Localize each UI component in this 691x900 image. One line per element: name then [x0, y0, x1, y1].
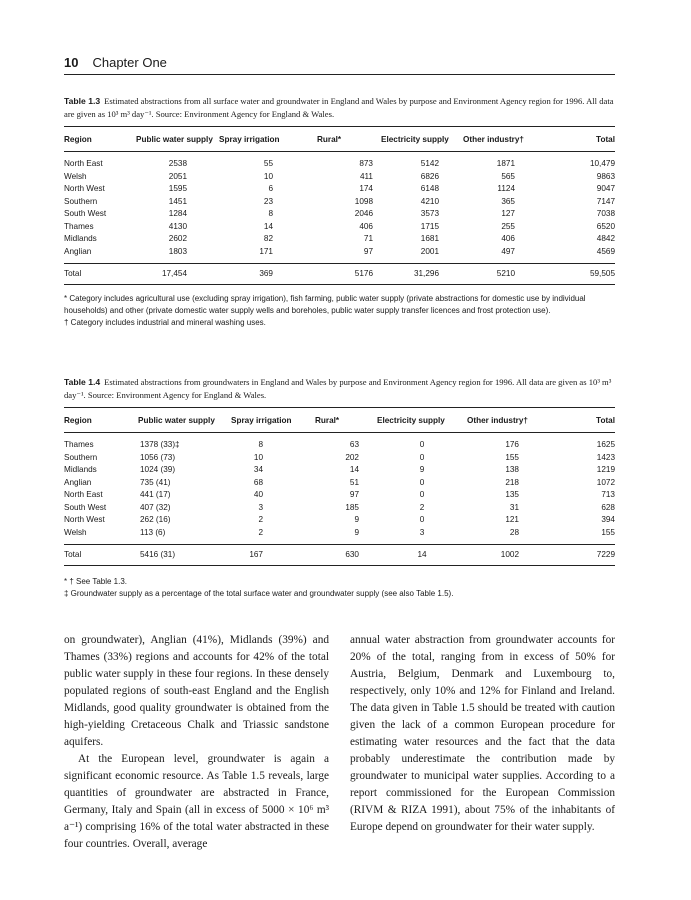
table-cell: 1378 (33)‡	[140, 440, 180, 449]
table-cell: 6520	[596, 221, 615, 231]
total-cell: 5176	[317, 264, 381, 285]
table-cell: 735 (41)	[140, 477, 171, 487]
table-cell: 138	[505, 465, 519, 474]
table-cell: Welsh	[64, 171, 87, 181]
table-cell: 2	[258, 527, 263, 537]
column-header: Other industry†	[467, 408, 555, 433]
body-column-right	[350, 632, 615, 836]
table-cell: 497	[501, 246, 515, 256]
table-row	[64, 477, 615, 490]
table-cell: 82	[263, 234, 273, 243]
table-cell: North East	[64, 159, 103, 168]
table-row	[64, 527, 615, 545]
table-cell: 185	[345, 502, 359, 512]
total-cell: 17,454	[136, 264, 219, 285]
table-cell: 1423	[596, 452, 615, 462]
table-row	[64, 464, 615, 477]
table-row	[64, 246, 615, 264]
table-cell: 2	[419, 502, 425, 512]
total-cell: Total	[64, 264, 136, 285]
table-cell: 411	[359, 171, 373, 181]
table-cell: South West	[64, 209, 107, 218]
table-1-3-caption	[64, 95, 615, 121]
table-cell: 202	[345, 452, 359, 462]
table-cell: 9	[419, 465, 425, 474]
table-cell: 255	[501, 221, 515, 231]
table-1-3	[64, 126, 615, 285]
table-cell: 9	[354, 527, 359, 537]
table-row	[64, 489, 615, 502]
table-cell: 10,479	[589, 159, 615, 168]
total-cell: 59,505	[543, 264, 615, 285]
table-cell: Thames	[64, 221, 94, 231]
table-1-3-caption-text: Estimated abstractions from all surface water and groundwater in England and Wales by purpose and Environment Agency region for 1996. All data are given as 10³ m³ day⁻¹. Source: Environment Agency for England & Wales.	[64, 96, 614, 119]
column-header: Rural*	[315, 408, 377, 433]
column-header: Rural*	[317, 127, 381, 152]
table-cell: 4210	[420, 196, 439, 206]
table-cell: 10	[263, 171, 273, 181]
column-header: Spray irrigation	[219, 127, 317, 152]
table-cell: Southern	[64, 196, 98, 206]
table-row	[64, 196, 615, 209]
table-cell: 394	[601, 515, 615, 524]
table-row	[64, 152, 615, 171]
body-column-left	[64, 632, 329, 853]
table-cell: 9047	[596, 184, 615, 193]
table-cell: 3	[419, 527, 425, 537]
table-cell: 23	[263, 196, 273, 206]
table-row	[64, 171, 615, 184]
table-cell: 1124	[497, 184, 515, 193]
table-cell: 1625	[596, 440, 615, 449]
table-cell: 155	[505, 452, 519, 462]
total-row	[64, 545, 615, 566]
total-cell: 14	[377, 545, 467, 566]
table-cell: 34	[253, 465, 263, 474]
table-1-4-caption	[64, 376, 615, 402]
table-cell: 406	[359, 221, 373, 231]
paragraph: on groundwater), Anglian (41%), Midlands (39%) and Thames (33%) regions and accounts for 42% of the total public water supply in these four regions. In these densely populated regions of south-east England and the English Midlands, good quality groundwater is obtained from the high-yielding Cretaceous Chalk and Triassic sandstone aquifers.	[64, 634, 329, 748]
table-cell: 218	[505, 477, 519, 487]
table-cell: 4130	[168, 221, 187, 231]
table-cell: 1056 (73)	[140, 452, 176, 462]
table-cell: 262 (16)	[140, 515, 171, 524]
table-note: † Category includes industrial and mineral washing uses.	[64, 318, 266, 327]
total-cell: 630	[315, 545, 377, 566]
table-row	[64, 514, 615, 527]
total-cell: 369	[219, 264, 317, 285]
table-cell: 31	[509, 502, 519, 512]
table-note: * Category includes agricultural use (excluding spray irrigation), fish farming, public water supply (private abstractions for domestic use by individual households) and other (private domestic water supply wells and boreholes, public water supply transfer licences and frost protection use).	[64, 294, 586, 315]
table-cell: 1219	[596, 465, 615, 474]
table-note: ‡ Groundwater supply as a percentage of the total surface water and groundwater supply (see also Table 1.5).	[64, 589, 454, 598]
table-cell: Midlands	[64, 465, 97, 474]
table-cell: 1098	[354, 196, 373, 206]
table-cell: 171	[259, 246, 273, 256]
table-cell: 0	[419, 452, 425, 462]
table-cell: 14	[263, 221, 273, 231]
table-cell: 97	[349, 490, 359, 499]
table-cell: Welsh	[64, 527, 87, 537]
table-cell: 68	[253, 477, 263, 487]
table-cell: 10	[253, 452, 263, 462]
column-header: Spray irrigation	[231, 408, 315, 433]
table-cell: 127	[501, 209, 515, 218]
table-cell: 873	[359, 159, 373, 168]
table-cell: 0	[419, 515, 425, 524]
table-cell: 1284	[168, 209, 187, 218]
table-cell: 1681	[420, 234, 439, 243]
table-cell: 4569	[596, 246, 615, 256]
table-cell: 2046	[354, 209, 373, 218]
column-header: Region	[64, 408, 138, 433]
table-cell: 441 (17)	[140, 490, 171, 499]
table-cell: 0	[419, 440, 425, 449]
table-1-4	[64, 407, 615, 566]
table-cell: 1595	[168, 184, 187, 193]
table-cell: Midlands	[64, 234, 97, 243]
table-cell: 7038	[596, 209, 615, 218]
table-cell: North West	[64, 184, 105, 193]
table-row	[64, 183, 615, 196]
total-cell: 167	[231, 545, 315, 566]
table-row	[64, 502, 615, 515]
table-cell: 0	[419, 477, 425, 487]
table-cell: 2	[258, 515, 263, 524]
column-header: Total	[555, 408, 615, 433]
table-cell: 14	[349, 465, 359, 474]
table-cell: 407 (32)	[140, 502, 171, 512]
table-cell: 176	[505, 440, 519, 449]
table-cell: 155	[601, 527, 615, 537]
column-header: Total	[543, 127, 615, 152]
total-cell: 31,296	[381, 264, 463, 285]
table-cell: 6	[268, 184, 273, 193]
table-cell: 51	[349, 477, 359, 487]
table-row	[64, 208, 615, 221]
column-header: Public water supply	[138, 408, 231, 433]
table-cell: South West	[64, 502, 107, 512]
column-header: Other industry†	[463, 127, 543, 152]
table-cell: 2538	[168, 159, 187, 168]
page-number: 10	[64, 55, 79, 70]
table-cell: 3	[258, 502, 263, 512]
table-1-3-label: Table 1.3	[64, 96, 101, 106]
table-cell: North West	[64, 515, 105, 524]
table-cell: 2001	[420, 246, 439, 256]
table-cell: 113 (6)	[140, 527, 166, 537]
chapter-title: Chapter One	[92, 55, 167, 70]
table-cell: 1072	[596, 477, 615, 487]
table-cell: 5142	[420, 159, 439, 168]
table-cell: 2051	[168, 171, 187, 181]
table-cell: 9863	[596, 171, 615, 181]
table-cell: 4842	[596, 234, 615, 243]
total-cell: 5416 (31)	[138, 545, 231, 566]
table-1-4-caption-text: Estimated abstractions from groundwaters in England and Wales by purpose and Environment Agency region for 1996. All data are given as 10³ m³ day⁻¹. Source: Environment Agency for England & Wales.	[64, 377, 612, 400]
running-head	[64, 55, 615, 70]
table-cell: 28	[509, 527, 519, 537]
table-cell: 97	[363, 246, 373, 256]
total-row	[64, 264, 615, 285]
table-cell: 9	[354, 515, 359, 524]
table-cell: 1451	[168, 196, 187, 206]
table-row	[64, 452, 615, 465]
total-cell: 1002	[467, 545, 555, 566]
total-cell: 7229	[555, 545, 615, 566]
table-cell: 2602	[168, 234, 187, 243]
table-cell: 1024 (39)	[140, 465, 176, 474]
table-note: * † See Table 1.3.	[64, 577, 128, 586]
table-cell: North East	[64, 490, 103, 499]
table-cell: 40	[253, 490, 263, 499]
table-cell: 365	[501, 196, 515, 206]
table-cell: 3573	[420, 209, 439, 218]
table-cell: 1871	[496, 159, 515, 168]
table-row	[64, 221, 615, 234]
table-cell: 8	[268, 209, 273, 218]
table-cell: 71	[363, 234, 373, 243]
column-header: Electricity supply	[377, 408, 467, 433]
table-header-row	[64, 127, 615, 152]
column-header: Public water supply	[136, 127, 219, 152]
table-1-4-notes	[64, 576, 615, 600]
table-cell: Anglian	[64, 246, 92, 256]
table-cell: 55	[263, 159, 273, 168]
column-header: Region	[64, 127, 136, 152]
column-header: Electricity supply	[381, 127, 463, 152]
table-cell: 406	[501, 234, 515, 243]
table-cell: 121	[505, 515, 519, 524]
table-row	[64, 433, 615, 452]
table-cell: 6148	[420, 184, 439, 193]
table-cell: 565	[501, 171, 515, 181]
table-header-row	[64, 408, 615, 433]
table-cell: 6826	[420, 171, 439, 181]
table-1-4-label: Table 1.4	[64, 377, 101, 387]
paragraph: annual water abstraction from groundwater accounts for 20% of the total, ranging from in excess of 50% for Austria, Belgium, Denmark and Luxembourg to, respectively, only 10% and 12% for Finland and Ireland. The data given in Table 1.5 should be treated with caution given the lack of a common European procedure for estimating water resources and the fact that the data probably underestimate the contribution made by groundwater to municipal water supplies. According to a report commissioned for the European Commission (RIVM & RIZA 1991), about 75% of the inhabitants of Europe depend on groundwater for their water supply.	[350, 634, 615, 833]
table-cell: 63	[349, 440, 359, 449]
table-cell: 7147	[596, 196, 615, 206]
table-cell: 135	[505, 490, 519, 499]
table-row	[64, 233, 615, 246]
table-cell: 0	[419, 490, 425, 499]
table-cell: 1715	[420, 221, 439, 231]
table-cell: 1803	[168, 246, 187, 256]
paragraph: At the European level, groundwater is again a significant economic resource. As Table 1.5 reveals, large quantities of groundwater are abstracted in France, Germany, Italy and Spain (all in excess of 5000 × 10⁶ m³ a⁻¹) comprising 16% of the total water abstracted in these four countries. Overall, average	[64, 753, 329, 850]
table-cell: Southern	[64, 452, 98, 462]
table-cell: Thames	[64, 440, 94, 449]
table-1-3-notes	[64, 293, 615, 329]
header-rule	[64, 74, 615, 75]
table-cell: 628	[601, 502, 615, 512]
table-cell: 713	[601, 490, 615, 499]
total-cell: 5210	[463, 264, 543, 285]
table-cell: 8	[258, 440, 263, 449]
table-cell: Anglian	[64, 477, 92, 487]
total-cell: Total	[64, 545, 138, 566]
table-cell: 174	[359, 184, 373, 193]
